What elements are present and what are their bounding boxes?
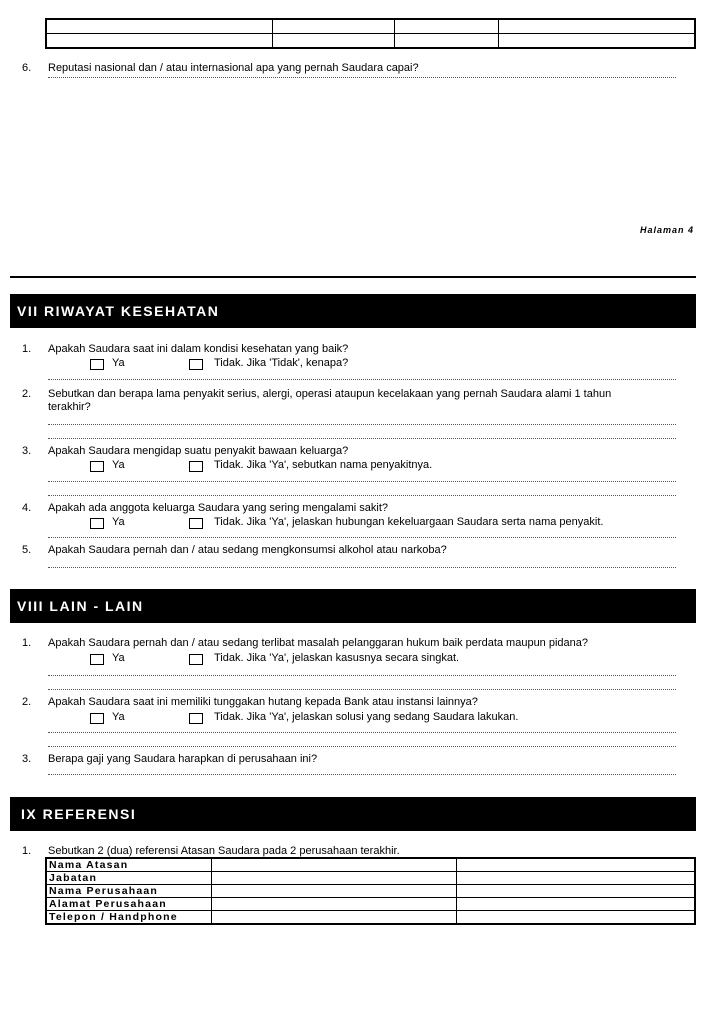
option-yes-label: Ya — [112, 357, 125, 369]
row-label: Jabatan — [46, 872, 212, 885]
row-label: Nama Perusahaan — [46, 885, 212, 898]
question-text: Apakah ada anggota keluarga Saudara yang sering mengalami sakit? — [48, 502, 389, 514]
table-row — [46, 898, 695, 911]
row-label: Nama Atasan — [46, 858, 212, 872]
table-column-divider — [394, 20, 395, 47]
option-no-label: Tidak. Jika 'Ya', jelaskan kasusnya secara singkat. — [214, 652, 460, 664]
table-row-divider — [47, 33, 694, 34]
checkbox-yes[interactable] — [90, 461, 104, 472]
question-text: Apakah Saudara pernah dan / atau sedang mengkonsumsi alkohol atau narkoba? — [48, 544, 447, 556]
answer-line[interactable] — [48, 773, 676, 775]
section-header-referensi: IX REFERENSI — [10, 797, 696, 831]
checkbox-yes[interactable] — [90, 654, 104, 665]
question-text: Apakah Saudara pernah dan / atau sedang terlibat masalah pelanggaran hukum baik perdata maupun pidana? — [48, 637, 589, 649]
question-number: 1. — [22, 637, 32, 649]
question-text: Reputasi nasional dan / atau internasional apa yang pernah Saudara capai? — [48, 62, 419, 74]
answer-line[interactable] — [48, 480, 676, 482]
answer-line[interactable] — [48, 731, 676, 733]
table-column-divider — [272, 20, 273, 47]
option-no-label: Tidak. Jika 'Ya', jelaskan hubungan kekeluargaan Saudara serta nama penyakit. — [214, 516, 604, 528]
row-label: Telepon / Handphone — [46, 911, 212, 925]
checkbox-yes[interactable] — [90, 713, 104, 724]
reference-2-cell[interactable] — [457, 885, 696, 898]
question-text: Berapa gaji yang Saudara harapkan di perusahaan ini? — [48, 753, 318, 765]
option-yes-label: Ya — [112, 652, 125, 664]
reference-2-cell[interactable] — [457, 858, 696, 872]
answer-line[interactable] — [48, 688, 676, 690]
reference-1-cell[interactable] — [212, 858, 457, 872]
question-number: 6. — [22, 62, 32, 74]
answer-line[interactable] — [48, 745, 676, 747]
table-row — [46, 858, 695, 872]
question-number: 3. — [22, 753, 32, 765]
table-row — [46, 911, 695, 925]
question-text: Sebutkan 2 (dua) referensi Atasan Saudara pada 2 perusahaan terakhir. — [48, 845, 400, 857]
question-number: 5. — [22, 544, 32, 556]
option-no-label: Tidak. Jika 'Ya', jelaskan solusi yang sedang Saudara lakukan. — [214, 711, 519, 723]
answer-line[interactable] — [48, 536, 676, 538]
checkbox-no[interactable] — [189, 359, 203, 370]
checkbox-no[interactable] — [189, 518, 203, 529]
answer-line[interactable] — [48, 378, 676, 380]
question-text: Apakah Saudara mengidap suatu penyakit bawaan keluarga? — [48, 445, 349, 457]
reference-1-cell[interactable] — [212, 911, 457, 925]
table-row — [46, 872, 695, 885]
page-number: Halaman 4 — [639, 225, 694, 235]
checkbox-yes[interactable] — [90, 359, 104, 370]
checkbox-no[interactable] — [189, 461, 203, 472]
checkbox-no[interactable] — [189, 654, 203, 665]
question-text-continued: terakhir? — [48, 401, 91, 413]
answer-line[interactable] — [48, 566, 676, 568]
reference-1-cell[interactable] — [212, 885, 457, 898]
previous-table — [45, 18, 696, 49]
question-number: 1. — [22, 845, 32, 857]
reference-2-cell[interactable] — [457, 911, 696, 925]
checkbox-yes[interactable] — [90, 518, 104, 529]
answer-line[interactable] — [48, 674, 676, 676]
section-header-riwayat-kesehatan: VII RIWAYAT KESEHATAN — [10, 294, 696, 328]
option-no-label: Tidak. Jika 'Tidak', kenapa? — [214, 357, 349, 369]
reference-2-cell[interactable] — [457, 898, 696, 911]
answer-line[interactable] — [48, 494, 676, 496]
reference-1-cell[interactable] — [212, 872, 457, 885]
question-number: 3. — [22, 445, 32, 457]
question-number: 1. — [22, 343, 32, 355]
reference-2-cell[interactable] — [457, 872, 696, 885]
answer-line[interactable] — [48, 423, 676, 425]
reference-1-cell[interactable] — [212, 898, 457, 911]
option-yes-label: Ya — [112, 711, 125, 723]
question-text: Apakah Saudara saat ini memiliki tunggakan hutang kepada Bank atau instansi lainnya? — [48, 696, 478, 708]
question-number: 4. — [22, 502, 32, 514]
question-text: Sebutkan dan berapa lama penyakit serius, alergi, operasi ataupun kecelakaan yang pernah Saudara alami 1 tahun — [48, 388, 612, 400]
page-separator — [10, 276, 696, 278]
question-number: 2. — [22, 696, 32, 708]
question-number: 2. — [22, 388, 32, 400]
question-text: Apakah Saudara saat ini dalam kondisi kesehatan yang baik? — [48, 343, 349, 355]
section-header-lain-lain: VIII LAIN - LAIN — [10, 589, 696, 623]
answer-line[interactable] — [48, 76, 676, 78]
table-row — [46, 885, 695, 898]
row-label: Alamat Perusahaan — [46, 898, 212, 911]
reference-table — [45, 857, 696, 925]
table-column-divider — [498, 20, 499, 47]
checkbox-no[interactable] — [189, 713, 203, 724]
option-yes-label: Ya — [112, 459, 125, 471]
option-no-label: Tidak. Jika 'Ya', sebutkan nama penyakitnya. — [214, 459, 433, 471]
option-yes-label: Ya — [112, 516, 125, 528]
answer-line[interactable] — [48, 437, 676, 439]
